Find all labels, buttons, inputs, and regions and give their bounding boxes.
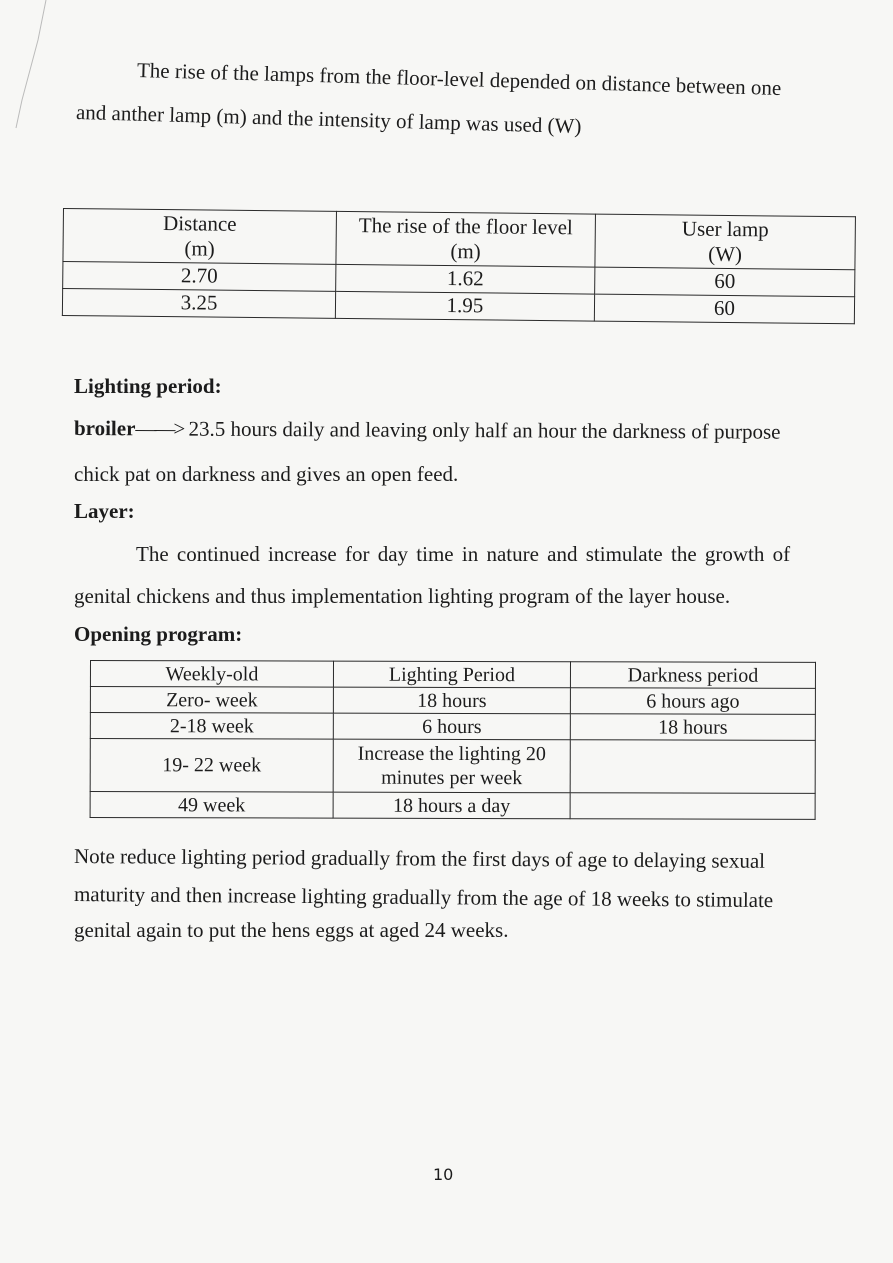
note-line-2: maturity and then increase lighting gradually from the age of 18 weeks to stimulate [73,882,774,913]
table-cell: Increase the lighting 20 minutes per week [333,739,570,793]
layer-line-2: genital chickens and thus implementation lighting program of the layer house. [74,584,731,608]
note-line-3: genital again to put the hens eggs at aged 24 weeks. [74,918,509,942]
lamp-header-user-lamp: User lamp (W) [595,214,856,270]
broiler-line-1 [74,416,781,445]
table-cell: 19- 22 week [90,739,333,793]
layer-line-1: The continued increase for day time in nature and stimulate the growth of [136,542,791,566]
table-header-row [90,661,815,689]
table-cell: 6 hours [333,713,570,740]
table-cell [570,740,815,794]
opening-program-heading: Opening program: [74,622,243,646]
table-cell: 6 hours ago [570,688,815,715]
table-cell: 2.70 [63,262,336,292]
scan-edge-mark [8,0,48,130]
broiler-text-1: 23.5 hours daily and leaving only half an hour the darkness of purpose [183,416,781,444]
intro-line-2: and anther lamp (m) and the intensity of lamp was used (W) [75,100,582,139]
lighting-period-heading: Lighting period: [74,374,222,398]
table-row [90,792,815,820]
page-number: 10 [433,1165,454,1184]
table-cell: 3.25 [62,289,335,319]
table-row [90,739,815,794]
table-cell [570,793,815,820]
table-cell: 1.95 [335,291,594,321]
lamp-table-header-row [63,209,856,270]
table-cell: 18 hours [333,687,570,714]
header-darkness-period: Darkness period [570,662,815,689]
table-row [90,687,815,715]
table-cell: 18 hours a day [333,792,570,819]
layer-heading: Layer: [74,499,135,523]
lamp-header-distance: Distance (m) [63,209,337,265]
header-weekly-old: Weekly-old [90,661,333,688]
table-cell: 2-18 week [90,713,333,740]
lamp-header-rise: The rise of the floor level (m) [336,211,596,267]
intro-line-1: The rise of the lamps from the floor-level depended on distance between one [136,58,782,100]
table-cell: Zero- week [90,687,333,714]
table-row [90,713,815,741]
opening-program-table [90,660,816,820]
arrow-right-icon: ——> [135,416,184,441]
note-line-1: Note reduce lighting period gradually from the first days of age to delaying sexual [73,844,766,873]
table-cell: 18 hours [570,714,815,741]
header-lighting-period: Lighting Period [333,661,570,688]
broiler-label: broiler [73,416,136,441]
table-cell: 60 [595,267,855,297]
lamp-table [62,208,856,324]
table-cell: 1.62 [336,264,595,294]
table-cell: 49 week [90,792,333,819]
table-cell: 60 [594,294,854,324]
broiler-line-2: chick pat on darkness and gives an open feed. [74,462,459,486]
